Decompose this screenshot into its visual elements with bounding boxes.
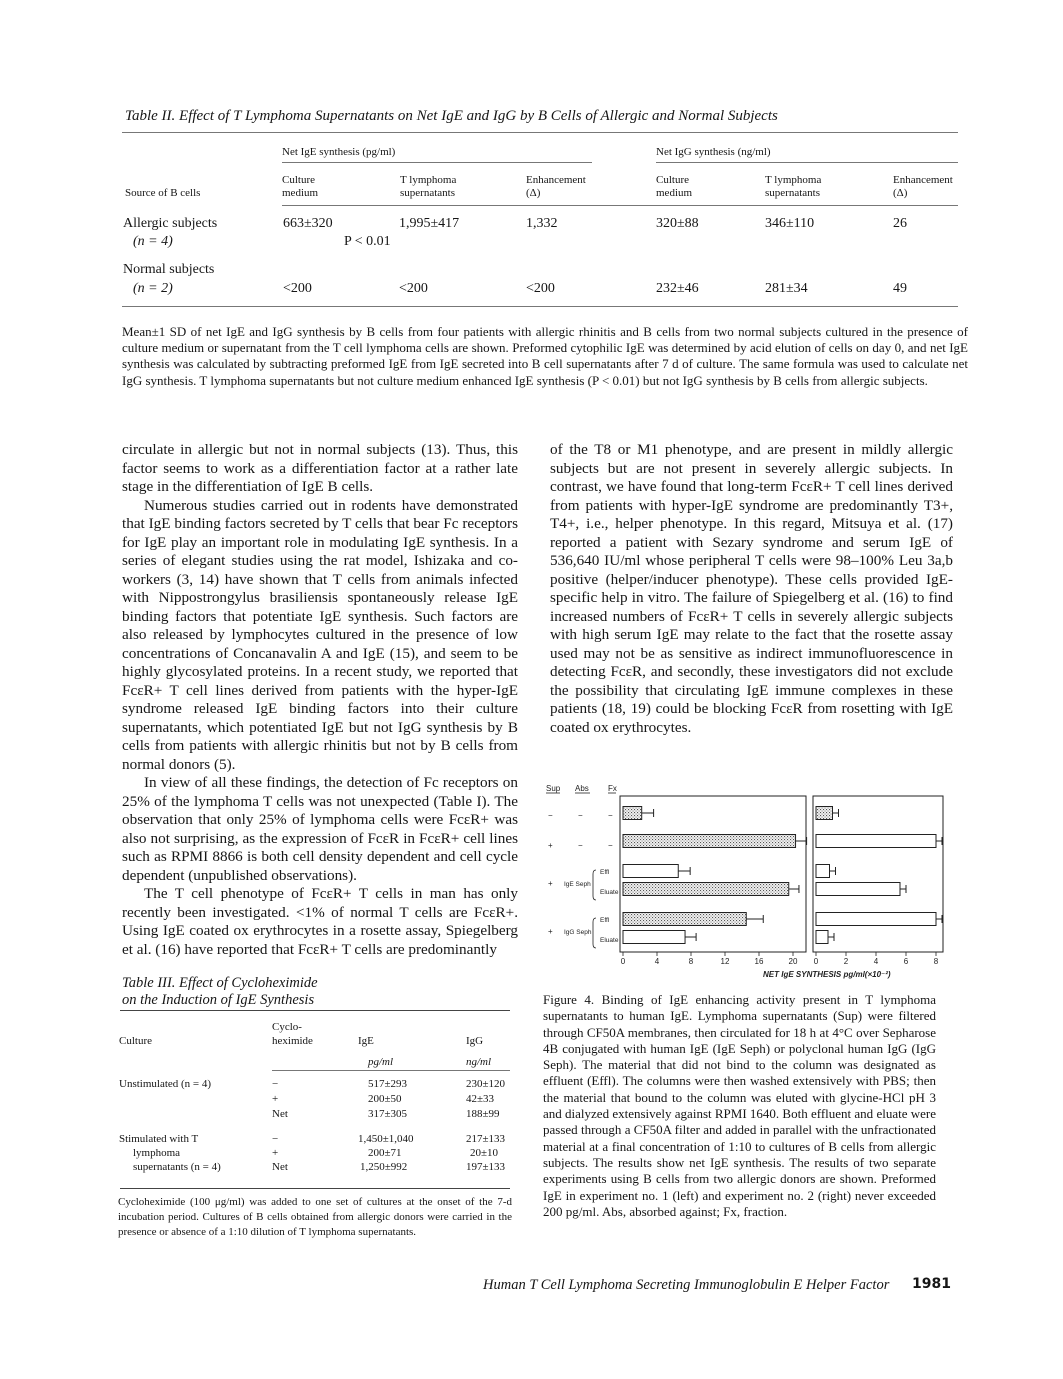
fig4-bar: [623, 807, 642, 820]
table3-cell: 1,450±1,040: [358, 1133, 414, 1145]
fig4-xlabel: NET IgE SYNTHESIS pg/ml(×10⁻²): [763, 970, 891, 979]
body-left-column: [122, 441, 518, 959]
table2-col-culture-igg: Culture medium: [656, 174, 693, 199]
table3-footnote: Cycloheximide (100 μg/ml) was added to one set of cultures at the onset of the 7-d incubation period. Cultures of B cells obtained from allergic donors were carried in the presence or absence of a 1:10 dilution of T lymphoma supernatants.: [118, 1196, 512, 1238]
fig4-tick-label: 20: [788, 957, 798, 966]
table2-cell: <200: [283, 281, 312, 296]
table2-row2-n: (n = 2): [133, 281, 173, 296]
fig4-bar: [816, 883, 900, 896]
fig4-row-abs: −: [578, 811, 583, 820]
table2-row1-label: Allergic subjects: [123, 216, 218, 231]
fig4-row-abs-fx: −: [608, 841, 613, 850]
fig4-bar: [623, 931, 685, 944]
figure4-caption: Figure 4. Binding of IgE enhancing activity present in T lymphoma supernatants to human IgE. Lymphoma supernatants (Sup) were filtered through CF50A membranes, then circulated for 18 h at 4°C over Sepharose 4B conjugated with human IgE (IgE Seph) or polyclonal human IgG (IgG Seph). The material that did not bind to the column was designated as effluent (Effl). The columns were then washed extensively with PBS; then the material that bound to the column was eluted with glycine-HCl pH 3 and dialyzed extensively against RPMI 1640. Both effluent and eluate were passed through a CF50A filter and added in parallel with the unfractionated material at a final concentration of 1:10 to cultures of B cells from allergic subjects. The results show net IgE synthesis. The results of two separate experiments using B cells from two allergic donors are shown. Preformed IgE in experiment no. 1 (left) and experiment no. 2 (right) never exceeded 200 pg/ml. Abs, absorbed against; Fx, fraction.: [543, 992, 936, 1219]
table2-cell: 663±320: [283, 216, 333, 231]
table2-group-igg-rule: [656, 162, 958, 163]
table3-cell: Net: [272, 1108, 288, 1120]
fig4-fx-effl: Effl: [600, 917, 610, 924]
fig4-tick-label: 4: [654, 957, 660, 966]
table2-col-tlym-igg: T lymphoma supernatants: [765, 174, 822, 199]
table3-col-ige: IgE: [358, 1035, 374, 1047]
table2-top-rule: [122, 132, 958, 133]
table3-cell: +: [272, 1093, 279, 1105]
table2-cell: 26: [893, 216, 907, 231]
table2-header-rule: [282, 205, 958, 206]
fig4-bar: [816, 835, 936, 848]
table2-col-tlym-ige: T lymphoma supernatants: [400, 174, 457, 199]
fig4-bars: [623, 807, 942, 944]
fig4-bar: [816, 865, 830, 878]
table3-cell: 217±133: [466, 1133, 506, 1145]
table3-stim-label: Stimulated with T lymphoma supernatants (n = 4): [119, 1133, 221, 1173]
fig4-bar: [816, 913, 936, 926]
fig4-bar: [816, 807, 833, 820]
table3-cell: 188±99: [466, 1108, 500, 1120]
fig4-row-sup: +: [548, 879, 553, 888]
table2-title: Table II. Effect of T Lymphoma Supernatants on Net IgE and IgG by B Cells of Allergic and Normal Subjects: [125, 108, 778, 124]
table2-bottom-rule: [122, 306, 958, 307]
table2-row1-n: (n = 4): [133, 234, 173, 249]
body-paragraph: In view of all these findings, the detection of Fc receptors on 25% of the lymphoma T cells was not unexpected (Table I). The observation that only 25% of lymphoma cells were FcεR+ was also not surprising, as the expression of FcεR in FcεR+ cell lines such as RPMI 8866 is both cell density dependent and cell cycle dependent (unpublished observations).: [122, 774, 518, 884]
table2-p-value: P < 0.01: [344, 234, 391, 249]
fig4-tick-label: 2: [843, 957, 849, 966]
fig4-tick-label: 0: [813, 957, 819, 966]
table3-unstim-label: Unstimulated (n = 4): [119, 1078, 212, 1090]
body-right-column: [550, 441, 953, 737]
table3-cell: 317±305: [368, 1108, 408, 1120]
table2-col-source: Source of B cells: [125, 187, 201, 199]
table2-group-igg: Net IgG synthesis (ng/ml): [656, 146, 771, 158]
table2-cell: 1,995±417: [399, 216, 460, 231]
fig4-hdr-sup: Sup: [546, 784, 561, 793]
fig4-row-sup: −: [548, 811, 553, 820]
fig4-row-abs: IgG Seph: [564, 929, 592, 936]
table3-cell: 200±71: [368, 1147, 402, 1159]
table3-cell: 200±50: [368, 1093, 402, 1105]
table2-group-ige: Net IgE synthesis (pg/ml): [282, 146, 396, 158]
fig4-tick-label: 12: [720, 957, 730, 966]
table3-header-rule: [272, 1070, 510, 1071]
fig4-row-sup: +: [548, 841, 553, 850]
table3-cell: 42±33: [466, 1093, 495, 1105]
table2-group-ige-rule: [282, 162, 592, 163]
fig4-ticks: [621, 952, 939, 966]
table2-col-enh-igg: Enhancement (Δ): [893, 174, 953, 199]
table3-bottom-rule: [120, 1188, 510, 1189]
table2-cell: 320±88: [656, 216, 699, 231]
fig4-tick-label: 16: [754, 957, 764, 966]
table2-row2-label: Normal subjects: [123, 262, 215, 277]
body-paragraph: of the T8 or M1 phenotype, and are present in mildly allergic subjects but are not present in severely allergic subjects. In contrast, we have found that long-term FcεR+ T cell lines derived from patients with hyper-IgE syndrome are predominantly T3+, T4+, i.e., helper phenotype. In this regard, Mitsuya et al. (17) reported a patient with Sezary syndrome and serum IgE of 536,640 IU/ml whose peripheral T cells were 98–100% Leu 3a,b positive (helper/inducer phenotype). These cells provided IgE-specific help in vitro. The failure of Spiegelberg et al. (16) to find increased numbers of FcεR+ T cells in severely allergic subjects with high serum IgE may relate to the fact that the rosette assay used may not be as sensitive as indirect immunofluorescence in detecting FcεR, and secondly, these investigators did not exclude the possibility that circulating IgE immune complexes in these patients (18, 19) could be blocking FcεR from rosetting with IgE coated ox erythrocytes.: [550, 441, 953, 736]
fig4-bar: [623, 835, 796, 848]
fig4-bar: [623, 883, 789, 896]
fig4-bar: [623, 865, 678, 878]
table3-cell: 230±120: [466, 1078, 506, 1090]
table2-footnote: Mean±1 SD of net IgE and IgG synthesis by B cells from four patients with allergic rhinitis and B cells from two normal subjects cultured in the presence of culture medium or supernatant from the T cell lymphoma cells are shown. Preformed cytophilic IgE was determined by acid elution of cells on day 0, and net IgE synthesis was calculated by subtracting preformed IgE from IgE secreted into B cell supernatants after 7 d of culture. The same formula was used to calculate net IgG synthesis. T lymphoma supernatants but not culture medium enhanced IgE synthesis (P < 0.01) but not IgG synthesis by B cells from allergic subjects.: [122, 324, 968, 388]
fig4-hdr-fx: Fx: [608, 784, 617, 793]
fig4-tick-label: 8: [688, 957, 694, 966]
table2-col-enh-ige: Enhancement (Δ): [526, 174, 586, 199]
body-paragraph: The T cell phenotype of FcεR+ T cells in man has only recently been investigated. <1% of normal T cells are FcεR+. Using IgE coated ox erythrocytes in a rosette assay, Spiegelberg et al. (16) have reported that FcεR+ T cells are predominantly: [122, 885, 518, 958]
fig4-fx-effl: Effl: [600, 869, 610, 876]
fig4-bar: [623, 913, 746, 926]
table3-unit-igg: ng/ml: [466, 1056, 492, 1068]
table2-cell: 232±46: [656, 281, 699, 296]
body-paragraph: circulate in allergic but not in normal subjects (13). Thus, this factor seems to work as a differentiation factor at a rather late stage in the differentiation of IgE B cells.: [122, 441, 518, 495]
table3-top-rule: [120, 1010, 510, 1011]
table2-cell: <200: [526, 281, 555, 296]
fig4-row-abs: IgE Seph: [564, 881, 591, 888]
body-paragraph: Numerous studies carried out in rodents have demonstrated that IgE binding factors secreted by T cells that bear Fc receptors for IgE play an important role in modulating IgE synthesis. In a series of elegant studies using the rat model, Ishizaka and co-workers (3, 14) have shown that T cells from animals infected with Nippostrongylus brasiliensis spontaneously release IgE binding factors that potentiate IgE synthesis. Such factors are also released by lymphocytes cultured in the presence of low concentrations of Concanavalin A and IgE (15), and seem to be highly glycosylated proteins. In a recent study, we reported that FcεR+ T cell lines derived from patients with the hyper-IgE syndrome released IgE binding factors into their culture supernatants, which potentiated IgE but not IgG synthesis by B cells from patients with allergic rhinitis but not by B cells from normal donors (5).: [122, 496, 518, 773]
table2-cell: 1,332: [526, 216, 558, 231]
table2-cell: <200: [399, 281, 428, 296]
fig4-tick-label: 8: [933, 957, 939, 966]
table2-cell: 346±110: [765, 216, 815, 231]
figure4-chart: [538, 782, 948, 982]
fig4-fx-eluate: Eluate: [600, 889, 619, 896]
table2-cell: 49: [893, 281, 907, 296]
table3-cell: 197±133: [466, 1161, 506, 1173]
page-number: 1981: [912, 1276, 951, 1292]
table3-cell: 20±10: [470, 1147, 499, 1159]
table3-col-igg: IgG: [466, 1035, 484, 1047]
table3-cell: 517±293: [368, 1078, 408, 1090]
fig4-row-abs-fx: −: [608, 811, 613, 820]
table3-cell: 1,250±992: [360, 1161, 408, 1173]
fig4-tick-label: 0: [620, 957, 626, 966]
fig4-hdr-abs: Abs: [575, 784, 589, 793]
fig4-bar: [816, 931, 828, 944]
table3-cell: Net: [272, 1161, 288, 1173]
table3-cell: −: [272, 1078, 279, 1090]
table3-col-culture: Culture: [119, 1035, 152, 1047]
fig4-tick-label: 4: [873, 957, 879, 966]
table2-cell: 281±34: [765, 281, 808, 296]
fig4-fx-eluate: Eluate: [600, 937, 619, 944]
table3-unit-ige: pg/ml: [368, 1056, 394, 1068]
table3-title: Table III. Effect of Cycloheximide on the Induction of IgE Synthesis: [122, 975, 318, 1008]
table3-cell: +: [272, 1147, 279, 1159]
fig4-row-sup: +: [548, 927, 553, 936]
table2-col-culture-ige: Culture medium: [282, 174, 319, 199]
fig4-tick-label: 6: [903, 957, 909, 966]
table3-col-cyclo: Cyclo- heximide: [272, 1021, 313, 1047]
fig4-row-abs: −: [578, 841, 583, 850]
table3-cell: −: [272, 1133, 279, 1145]
running-title: Human T Cell Lymphoma Secreting Immunoglobulin E Helper Factor: [483, 1277, 890, 1293]
